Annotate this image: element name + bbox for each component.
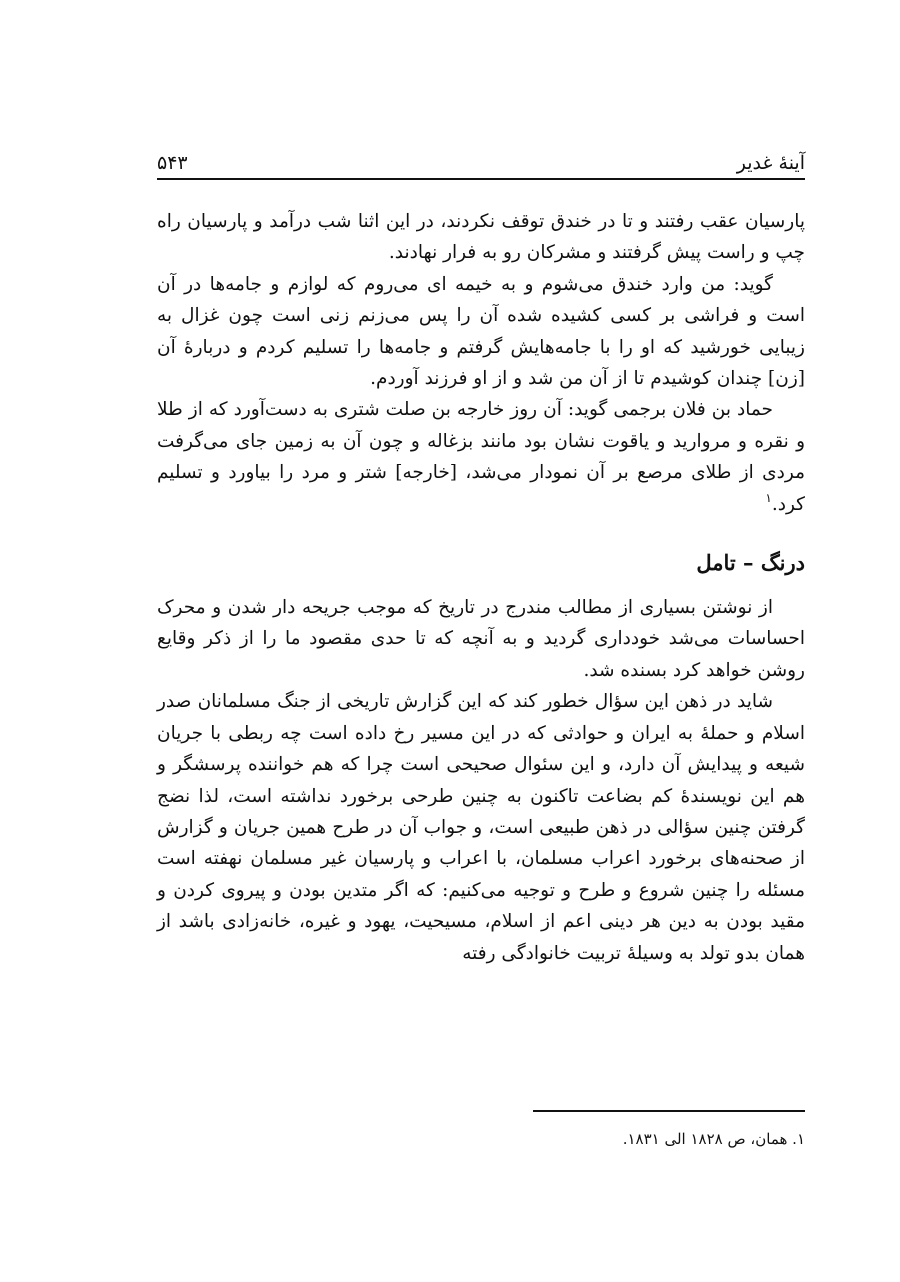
- running-title: آینهٔ غدیر: [736, 152, 805, 174]
- section-heading: درنگ – تامل: [696, 550, 805, 576]
- paragraph: پارسیان عقب رفتند و تا در خندق توقف نکردند، در این اثنا شب درآمد و پارسیان راه چپ و راست پیش گرفتند و مشرکان رو به فرار نهادند.: [157, 211, 805, 264]
- body-text: [157, 206, 805, 969]
- paragraph: گوید: من وارد خندق می‌شوم و به خیمه ای می‌روم که لوازم و جامه‌ها در آن است و فراشی بر کسی کشیده شده آن را پس می‌زنم زنی است چون غزال به زیبایی خورشید که او را با جامه‌هایش گرفتم و جامه‌ها را تسلیم کردم و دربارهٔ آن [زن] چندان کوشیدم تا از آن من شد و از او فرزند آوردم.: [157, 273, 805, 390]
- footnote-rule: [533, 1110, 805, 1112]
- footnote: ۱. همان، ص ۱۸۲۸ الی ۱۸۳۱.: [622, 1130, 805, 1148]
- paragraph: شاید در ذهن این سؤال خطور کند که این گزارش تاریخی از جنگ مسلمانان صدر اسلام و حملهٔ به ایران و حوادثی که در این مسیر رخ داده است چه ربطی با جریان شیعه و پیدایش آن دارد، و این سئوال صحیحی است چرا که هم خواننده پرسشگر و هم این نویسندهٔ کم بضاعت تاکنون به چنین طرحی برخورد نداشته است، لذا نضج گرفتن چنین سؤالی در ذهن طبیعی است، و جواب آن در طرح همین جریان و گزارش از صحنه‌های برخورد اعراب مسلمان، با اعراب و پارسیان غیر مسلمان نهفته است مسئله را چنین شروع و طرح و توجیه می‌کنیم: که اگر متدین بودن و پیروی کردن و مقید بودن به دین هر دینی اعم از اسلام، مسیحیت، یهود و غیره، خانه‌زادی باشد از همان بدو تولد به وسیلهٔ تربیت خانوادگی رفته: [157, 691, 805, 964]
- page-number: ۵۴۳: [157, 152, 188, 174]
- paragraph-text: حماد بن فلان برجمی گوید: آن روز خارجه بن صلت شتری به دست‌آورد که از طلا و نقره و مروارید و یاقوت نشان بود مانند بزغاله و چون آن به زمین جای می‌گرفت مردی از طلای مرصع بر آن نمودار می‌شد، [خارجه] شتر و مرد را بیاورد و تسلیم کرد.: [157, 399, 805, 515]
- paragraph-with-footnote: [157, 394, 805, 520]
- paragraph: از نوشتن بسیاری از مطالب مندرج در تاریخ که موجب جریحه دار شدن و محرک احساسات می‌شد خودداری گردید و به آنچه که تا حدی مقصود ما را از ذکر وقایع روشن خواهد کرد بسنده شد.: [157, 597, 805, 681]
- header-rule: [157, 178, 805, 180]
- footnote-reference[interactable]: ۱: [765, 490, 772, 505]
- page-header: [157, 148, 805, 182]
